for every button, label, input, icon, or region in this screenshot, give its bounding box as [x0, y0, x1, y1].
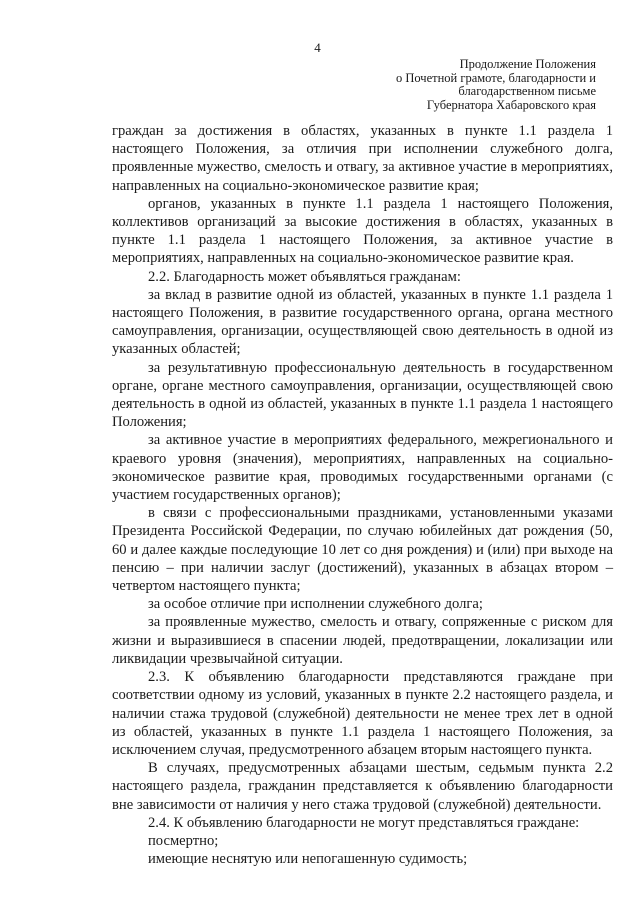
paragraph: органов, указанных в пункте 1.1 раздела 1 настоящего Положения, коллективов организаций за высокие достижения в областях, указанных в пункте 1.1 раздела 1 настоящего Положения, за активное участие в мероприятиях, направленных на социально-экономическое развитие края. [112, 195, 613, 267]
page-number: 4 [314, 40, 321, 55]
section-paragraph: 2.2. Благодарность может объявляться гражданам: [148, 268, 461, 285]
section-paragraph: 2.4. К объявлению благодарности не могут представляться граждане: [148, 814, 580, 831]
header-line: благодарственном письме [458, 84, 596, 98]
paragraph: за вклад в развитие одной из областей, указанных в пункте 1.1 раздела 1 настоящего Положения, в развитие государственного органа, органа местного самоуправления, организации, осуществляющей свою деятельность в одной из указанных областей; [112, 286, 613, 358]
paragraph: граждан за достижения в областях, указанных в пункте 1.1 раздела 1 настоящего Положения, за отличия при исполнении служебного долга, проявленные мужество, смелость и отвагу, за активное участие в мероприятиях, направленных на социально-экономическое развитие края; [112, 123, 613, 194]
header-line: о Почетной грамоте, благодарности и [395, 70, 596, 85]
header-line: Продолжение Положения [459, 57, 596, 71]
document-body [112, 122, 613, 868]
paragraph: имеющие неснятую или непогашенную судимость; [148, 851, 468, 868]
paragraph: за особое отличие при исполнении служебного долга; [148, 596, 483, 613]
section-paragraph: 2.3. К объявлению благодарности представляются граждане при соответствии одному из условий, указанных в пункте 2.2 настоящего раздела, и наличии стажа трудовой (служебной) деятельности не менее трех лет в одной из областей, указанных в пункте 1.1 раздела 1 настоящего Положения, за исключением случая, предусмотренного абзацем вторым настоящего пункта. [112, 669, 613, 758]
paragraph: за проявленные мужество, смелость и отвагу, сопряженные с риском для жизни и выразившиеся в спасении людей, предотвращении, локализации или ликвидации чрезвычайной ситуации. [112, 614, 613, 667]
header-line: Губернатора Хабаровского края [426, 97, 596, 112]
paragraph: за результативную профессиональную деятельность в государственном органе, органе местного самоуправления, организации, осуществляющей свою деятельность в одной из областей, указанных в пункте 1.1 раздела 1 настоящего Положения; [112, 359, 613, 431]
paragraph: в связи с профессиональными праздниками, установленными указами Президента Российской Федерации, по случаю юбилейных дат рождения (50, 60 и далее каждые последующие 10 лет со дня рождения) и (или) при выходе на пенсию – при наличии заслуг (достижений), указанных в абзацах втором – четвертом настоящего пункта; [112, 505, 613, 595]
paragraph: посмертно; [148, 832, 219, 849]
paragraph: за активное участие в мероприятиях федерального, межрегионального и краевого уровня (значения), мероприятиях, направленных на социально-экономическое развитие края, проводимых государственными органами (с участием государственных органов); [112, 432, 613, 504]
document-header-note [346, 58, 596, 112]
paragraph: В случаях, предусмотренных абзацами шестым, седьмым пункта 2.2 настоящего раздела, гражданин представляется к объявлению благодарности вне зависимости от наличия у него стажа трудовой (служебной) деятельности. [112, 760, 613, 813]
